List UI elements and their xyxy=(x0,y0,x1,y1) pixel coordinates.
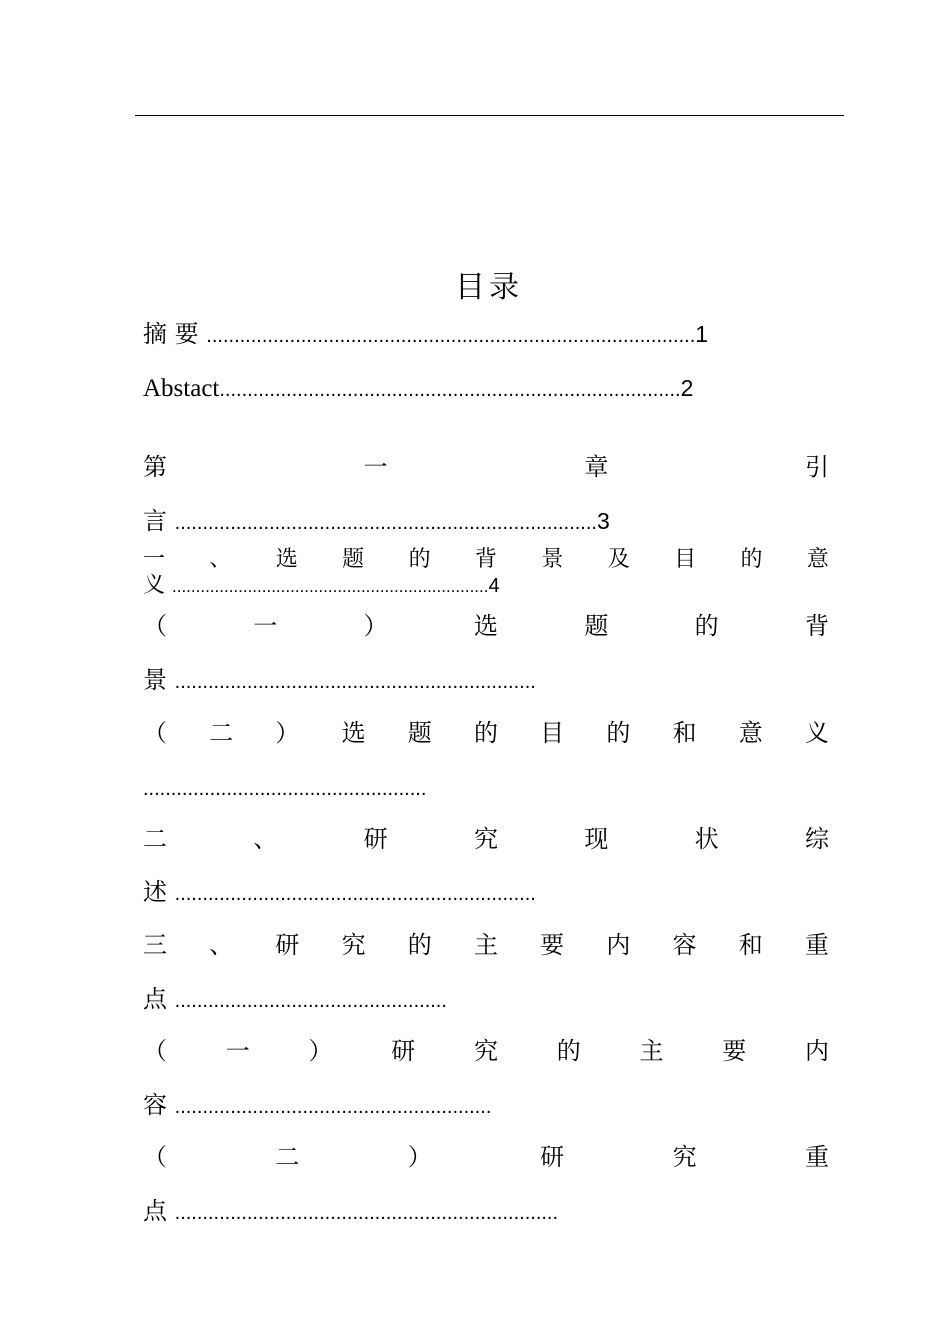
toc-char: （ xyxy=(143,612,167,640)
toc-leader-dots: ................................................................. xyxy=(174,883,536,905)
toc-char: 三 xyxy=(143,931,167,959)
toc-char: 二 xyxy=(143,825,167,853)
toc-char: 的 xyxy=(694,612,719,640)
toc-char: 究 xyxy=(474,1037,498,1065)
toc-char: 和 xyxy=(672,719,697,747)
toc-char: 一 xyxy=(143,547,166,572)
toc-entry-label: 点 xyxy=(143,1197,167,1225)
toc-char: ） xyxy=(363,612,388,640)
toc-char: 景 xyxy=(541,547,564,572)
toc-char: 题 xyxy=(584,612,609,640)
toc-char: 的 xyxy=(606,719,631,747)
toc-page-number: 3 xyxy=(596,508,610,534)
toc-char: 内 xyxy=(805,1037,829,1065)
toc-char: 主 xyxy=(473,931,498,959)
toc-entry-subsection-1-1[interactable] xyxy=(143,609,829,643)
toc-char: 题 xyxy=(407,719,432,747)
toc-entry-label: 容 xyxy=(143,1091,167,1119)
toc-entry-label: 言 xyxy=(143,507,167,535)
toc-entry-subsection-3-2[interactable] xyxy=(143,1140,829,1174)
toc-char: 主 xyxy=(639,1037,664,1065)
toc-page-number: 4 xyxy=(488,575,500,597)
toc-entry-label: 摘 要 xyxy=(143,320,199,348)
toc-char: 内 xyxy=(606,931,631,959)
toc-char: 目 xyxy=(540,719,565,747)
toc-char: （ xyxy=(143,719,167,747)
toc-char: 要 xyxy=(540,931,565,959)
toc-entry-label: 义 xyxy=(143,573,166,598)
toc-char: 、 xyxy=(209,931,234,959)
toc-char: 及 xyxy=(607,547,630,572)
toc-entry-section-3-cont[interactable] xyxy=(143,982,447,1016)
toc-entry-subsection-3-1-cont[interactable] xyxy=(143,1088,491,1122)
toc-char: 一 xyxy=(253,612,278,640)
toc-entry-chapter-1[interactable] xyxy=(143,450,829,484)
toc-leader-dots: ................................................... xyxy=(143,778,427,800)
toc-char: ） xyxy=(308,1037,333,1065)
toc-char: 的 xyxy=(740,547,763,572)
toc-entry-subsection-1-2[interactable] xyxy=(143,716,829,750)
toc-entry-label: 景 xyxy=(143,666,167,694)
toc-char: 的 xyxy=(407,931,432,959)
toc-leader-dots: ................................................................................... xyxy=(219,379,681,401)
toc-entry-subsection-3-1[interactable] xyxy=(143,1034,829,1068)
toc-entry-subsection-3-2-cont[interactable] xyxy=(143,1194,558,1228)
toc-entry-section-2-cont[interactable] xyxy=(143,875,536,909)
toc-entry-chapter-1-cont[interactable] xyxy=(143,504,610,538)
toc-char: 究 xyxy=(473,825,498,853)
toc-entry-abstract-en[interactable] xyxy=(143,371,693,405)
toc-entry-section-1-cont[interactable] xyxy=(143,573,500,599)
toc-char: 综 xyxy=(804,825,829,853)
toc-char: 选 xyxy=(341,719,366,747)
toc-entry-section-3[interactable] xyxy=(143,928,829,962)
toc-char: 要 xyxy=(722,1037,747,1065)
toc-char: 章 xyxy=(584,453,609,481)
header-rule xyxy=(135,115,844,116)
toc-char: 选 xyxy=(473,612,498,640)
toc-char: 题 xyxy=(342,547,365,572)
toc-char: （ xyxy=(143,1143,167,1171)
toc-char: （ xyxy=(143,1037,167,1065)
toc-char: 的 xyxy=(473,719,498,747)
toc-char: 和 xyxy=(738,931,763,959)
toc-leader-dots: ..................................................................... xyxy=(174,1202,559,1224)
toc-char: 状 xyxy=(694,825,719,853)
toc-char: 背 xyxy=(804,612,829,640)
page-title: 目录 xyxy=(455,270,523,305)
toc-char: 、 xyxy=(209,547,232,572)
toc-char: 选 xyxy=(275,547,298,572)
toc-leader-dots: ................................................................. xyxy=(174,671,536,693)
toc-page-number: 2 xyxy=(680,375,694,401)
toc-char: ） xyxy=(275,719,300,747)
toc-entry-abstract-cn[interactable] xyxy=(143,317,708,351)
toc-entry-subsection-1-1-cont[interactable] xyxy=(143,663,536,697)
toc-leader-dots: ........................................................................................ xyxy=(206,325,696,347)
toc-char: 研 xyxy=(363,825,388,853)
toc-page-number: 1 xyxy=(695,321,709,347)
toc-char: 一 xyxy=(225,1037,250,1065)
toc-entry-section-2[interactable] xyxy=(143,822,829,856)
toc-char: ） xyxy=(407,1143,432,1171)
toc-entry-section-1[interactable] xyxy=(143,545,829,575)
toc-char: 意 xyxy=(738,719,763,747)
toc-leader-dots: ................................................................... xyxy=(172,577,489,596)
toc-char: 重 xyxy=(804,1143,829,1171)
toc-leader-dots: ......................................................... xyxy=(174,1096,492,1118)
toc-char: 研 xyxy=(275,931,300,959)
toc-char: 究 xyxy=(672,1143,697,1171)
toc-entry-label: 述 xyxy=(143,878,167,906)
toc-char: 重 xyxy=(804,931,829,959)
toc-char: 背 xyxy=(474,547,497,572)
toc-char: 现 xyxy=(584,825,609,853)
toc-char: 的 xyxy=(556,1037,581,1065)
toc-char: 第 xyxy=(143,453,167,481)
toc-char: 二 xyxy=(275,1143,300,1171)
toc-entry-label: Abstact xyxy=(143,375,220,402)
toc-entry-subsection-1-2-cont[interactable] xyxy=(143,770,426,804)
toc-char: 研 xyxy=(391,1037,416,1065)
toc-char: 二 xyxy=(209,719,234,747)
toc-leader-dots: ............................................................................ xyxy=(174,512,597,534)
toc-char: 义 xyxy=(804,719,829,747)
toc-char: 目 xyxy=(674,547,697,572)
toc-char: 究 xyxy=(341,931,366,959)
toc-char: 的 xyxy=(408,547,431,572)
toc-char: 引 xyxy=(804,453,829,481)
toc-char: 研 xyxy=(540,1143,565,1171)
toc-char: 容 xyxy=(672,931,697,959)
toc-char: 意 xyxy=(806,547,829,572)
toc-leader-dots: ................................................. xyxy=(174,990,447,1012)
toc-entry-label: 点 xyxy=(143,985,167,1013)
toc-char: 一 xyxy=(363,453,388,481)
toc-char: 、 xyxy=(253,825,278,853)
